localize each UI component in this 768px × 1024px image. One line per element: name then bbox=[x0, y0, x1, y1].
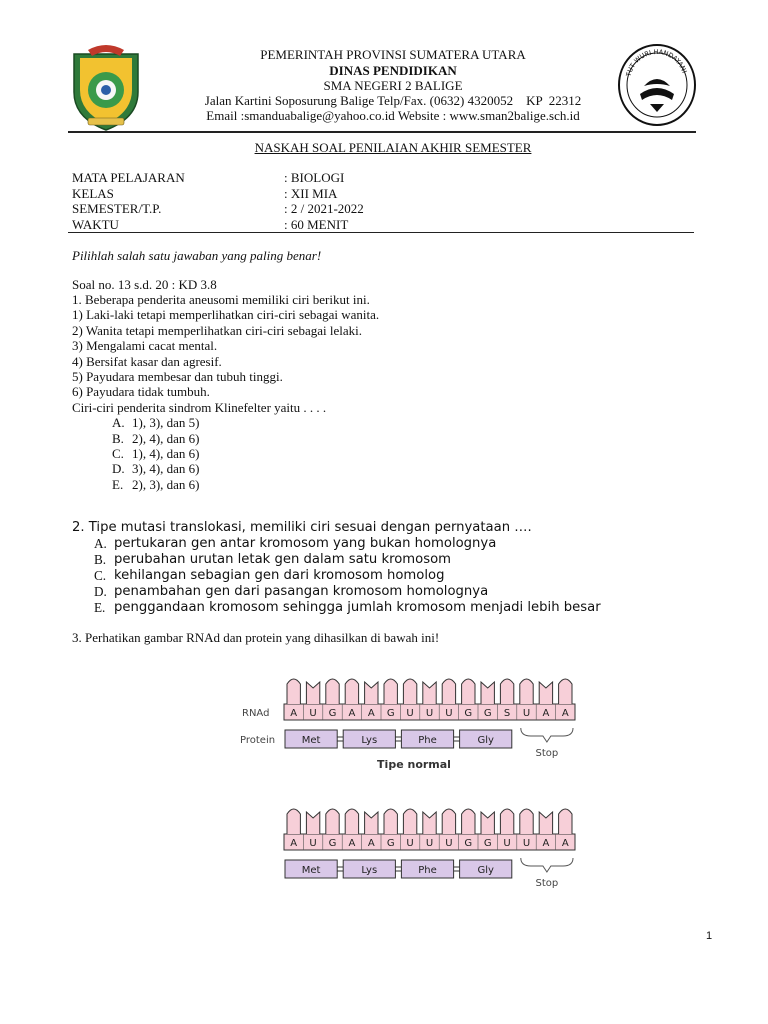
base-letter: U bbox=[522, 838, 531, 849]
figure-caption: Tipe normal bbox=[377, 758, 451, 771]
nucleotide-tooth bbox=[287, 809, 300, 834]
option-letter: A. bbox=[112, 415, 125, 431]
nucleotide-tooth bbox=[326, 809, 339, 834]
q1-item: 3) Mengalami cacat mental. bbox=[72, 338, 218, 354]
option-letter: C. bbox=[94, 568, 107, 583]
base-letter: G bbox=[483, 708, 492, 719]
base-letter: U bbox=[503, 838, 511, 849]
q1-item: 4) Bersifat kasar dan agresif. bbox=[72, 353, 222, 369]
stop-label: Stop bbox=[535, 878, 559, 889]
base-letter: U bbox=[309, 838, 317, 849]
base-letter: U bbox=[309, 708, 317, 719]
nucleotide-tooth bbox=[442, 679, 455, 704]
info-row-subject bbox=[72, 170, 345, 186]
question-1 bbox=[72, 292, 379, 492]
rnad-label: RNAd bbox=[242, 708, 270, 719]
q1-item: 6) Payudara tidak tumbuh. bbox=[72, 384, 210, 400]
option-text: penggandaan kromosom sehingga jumlah kromosom menjadi lebih besar bbox=[114, 600, 601, 615]
base-letter: A bbox=[542, 708, 550, 719]
nucleotide-tooth bbox=[306, 682, 319, 704]
nucleotide-tooth bbox=[462, 809, 475, 834]
info-row-semester bbox=[72, 201, 364, 217]
nucleotide-tooth bbox=[500, 679, 513, 704]
nucleotide-tooth bbox=[287, 679, 300, 704]
header-divider bbox=[68, 131, 696, 133]
base-letter: A bbox=[561, 838, 569, 849]
question-2 bbox=[72, 520, 601, 616]
option-letter: D. bbox=[112, 461, 125, 477]
q1-option-e[interactable] bbox=[72, 477, 379, 492]
nucleotide-tooth bbox=[520, 679, 533, 704]
tut-wuri-handayani-logo bbox=[616, 42, 698, 128]
nucleotide-tooth bbox=[365, 682, 378, 704]
base-letter: U bbox=[425, 838, 434, 849]
q2-option-c[interactable] bbox=[72, 568, 532, 584]
header-email-website: Email :smanduabalige@yahoo.co.id Website : www.sman2balige.sch.id bbox=[206, 108, 580, 123]
nucleotide-tooth bbox=[539, 682, 552, 704]
soal-range: Soal no. 13 s.d. 20 : KD 3.8 bbox=[72, 277, 217, 292]
option-letter: E. bbox=[94, 600, 106, 615]
protein-label: Protein bbox=[240, 735, 276, 746]
option-letter: B. bbox=[112, 430, 124, 446]
nucleotide-tooth bbox=[423, 812, 436, 834]
info-value: : XII MIA bbox=[284, 185, 338, 201]
header-address: Jalan Kartini Soposurung Balige Telp/Fax. (0632) 4320052 KP 22312 bbox=[204, 93, 582, 108]
base-letter: U bbox=[522, 708, 531, 719]
option-text: 2), 3), dan 6) bbox=[132, 476, 200, 492]
option-text: 1), 4), dan 6) bbox=[132, 446, 200, 462]
base-letter: A bbox=[561, 708, 569, 719]
info-row-time bbox=[72, 216, 349, 233]
option-text: pertukaran gen antar kromosom yang bukan homolognya bbox=[114, 536, 497, 551]
q1-option-b[interactable] bbox=[72, 431, 379, 446]
info-value: : 2 / 2021-2022 bbox=[284, 201, 364, 216]
nucleotide-tooth bbox=[384, 679, 397, 704]
stop-bracket bbox=[521, 858, 573, 872]
q2-option-e[interactable] bbox=[72, 600, 601, 616]
base-letter: A bbox=[542, 838, 550, 849]
header-line-3: SMA NEGERI 2 BALIGE bbox=[323, 78, 463, 93]
base-letter: A bbox=[290, 838, 298, 849]
q2-stem bbox=[72, 520, 532, 536]
base-letter: S bbox=[503, 708, 511, 719]
base-letter: U bbox=[445, 708, 453, 719]
header-line-2: DINAS PENDIDIKAN bbox=[329, 63, 457, 78]
option-text: kehilangan sebagian gen dari kromosom homolog bbox=[114, 568, 445, 583]
q2-stem-text: 2. Tipe mutasi translokasi, memiliki ciri sesuai dengan pernyataan …. bbox=[72, 520, 532, 535]
q1-stem: 1. Beberapa penderita aneusomi memiliki ciri berikut ini. bbox=[72, 292, 370, 307]
option-text: 2), 4), dan 6) bbox=[132, 430, 200, 446]
q1-item: 5) Payudara membesar dan tubuh tinggi. bbox=[72, 369, 283, 385]
amino-acid-label: Gly bbox=[477, 865, 494, 876]
amino-acid-label: Lys bbox=[361, 735, 378, 746]
header-line-1: PEMERINTAH PROVINSI SUMATERA UTARA bbox=[260, 47, 526, 62]
option-letter: E. bbox=[112, 476, 124, 492]
info-divider bbox=[68, 232, 694, 233]
option-text: 1), 3), dan 5) bbox=[132, 415, 200, 431]
nucleotide-tooth bbox=[345, 679, 358, 704]
nucleotide-tooth bbox=[500, 809, 513, 834]
q2-option-b[interactable] bbox=[72, 552, 532, 568]
nucleotide-tooth bbox=[559, 679, 572, 704]
info-value: : 60 MENIT bbox=[284, 216, 349, 232]
nucleotide-tooth bbox=[306, 812, 319, 834]
amino-acid-label: Phe bbox=[418, 865, 437, 876]
base-letter: A bbox=[348, 838, 356, 849]
option-text: penambahan gen dari pasangan kromosom homolognya bbox=[114, 584, 489, 599]
option-letter: B. bbox=[94, 552, 107, 567]
info-label: SEMESTER/T.P. bbox=[72, 201, 162, 216]
base-letter: A bbox=[367, 708, 375, 719]
q1-option-c[interactable] bbox=[72, 446, 379, 461]
nucleotide-tooth bbox=[384, 809, 397, 834]
q1-option-a[interactable] bbox=[72, 415, 379, 430]
base-letter: G bbox=[328, 708, 337, 719]
base-letter: U bbox=[406, 838, 414, 849]
nucleotide-tooth bbox=[462, 679, 475, 704]
nucleotide-tooth bbox=[326, 679, 339, 704]
base-letter: G bbox=[483, 838, 492, 849]
base-letter: A bbox=[367, 838, 375, 849]
rnad-protein-figure bbox=[236, 664, 606, 914]
stop-bracket bbox=[521, 728, 573, 742]
nucleotide-tooth bbox=[423, 682, 436, 704]
nucleotide-tooth bbox=[442, 809, 455, 834]
nucleotide-tooth bbox=[403, 809, 416, 834]
nucleotide-tooth bbox=[520, 809, 533, 834]
amino-acid-label: Met bbox=[301, 735, 321, 746]
base-letter: G bbox=[386, 838, 395, 849]
amino-acid-label: Lys bbox=[361, 865, 378, 876]
q3-stem: 3. Perhatikan gambar RNAd dan protein yang dihasilkan di bawah ini! bbox=[72, 630, 440, 645]
nucleotide-tooth bbox=[559, 809, 572, 834]
instruction: Pilihlah salah satu jawaban yang paling benar! bbox=[72, 248, 322, 263]
option-text: 3), 4), dan 6) bbox=[132, 461, 200, 477]
info-label: MATA PELAJARAN bbox=[72, 170, 185, 185]
info-value: : BIOLOGI bbox=[284, 170, 345, 185]
q1-question: Ciri-ciri penderita sindrom Klinefelter yaitu . . . . bbox=[72, 399, 327, 415]
document-title: NASKAH SOAL PENILAIAN AKHIR SEMESTER bbox=[254, 140, 532, 155]
nucleotide-tooth bbox=[345, 809, 358, 834]
q2-option-d[interactable] bbox=[72, 584, 532, 600]
info-label: WAKTU bbox=[72, 216, 119, 232]
base-letter: U bbox=[445, 838, 453, 849]
nucleotide-tooth bbox=[481, 682, 494, 704]
q2-option-a[interactable] bbox=[72, 536, 532, 552]
info-label: KELAS bbox=[72, 185, 114, 201]
logo-ring-text: TUT WURI HANDAYANI bbox=[624, 47, 689, 78]
amino-acid-label: Gly bbox=[477, 735, 494, 746]
option-letter: A. bbox=[94, 536, 107, 551]
base-letter: G bbox=[464, 708, 473, 719]
q1-item: 2) Wanita tetapi memperlihatkan ciri-ciri sebagai lelaki. bbox=[72, 322, 363, 338]
base-letter: G bbox=[464, 838, 473, 849]
base-letter: G bbox=[386, 708, 395, 719]
option-text: perubahan urutan letak gen dalam satu kromosom bbox=[114, 552, 451, 567]
base-letter: U bbox=[425, 708, 434, 719]
base-letter: A bbox=[348, 708, 356, 719]
amino-acid-label: Phe bbox=[418, 735, 437, 746]
nucleotide-tooth bbox=[365, 812, 378, 834]
base-letter: G bbox=[328, 838, 337, 849]
page-number: 1 bbox=[706, 930, 713, 942]
option-letter: D. bbox=[94, 584, 107, 599]
nucleotide-tooth bbox=[481, 812, 494, 834]
nucleotide-tooth bbox=[539, 812, 552, 834]
option-letter: C. bbox=[112, 446, 124, 462]
info-row-class bbox=[72, 185, 338, 202]
stop-label: Stop bbox=[535, 748, 559, 759]
amino-acid-label: Met bbox=[301, 865, 321, 876]
q1-item: 1) Laki-laki tetapi memperlihatkan ciri-ciri sebagai wanita. bbox=[72, 307, 380, 323]
q1-option-d[interactable] bbox=[72, 461, 379, 476]
base-letter: A bbox=[290, 708, 298, 719]
base-letter: U bbox=[406, 708, 414, 719]
nucleotide-tooth bbox=[403, 679, 416, 704]
